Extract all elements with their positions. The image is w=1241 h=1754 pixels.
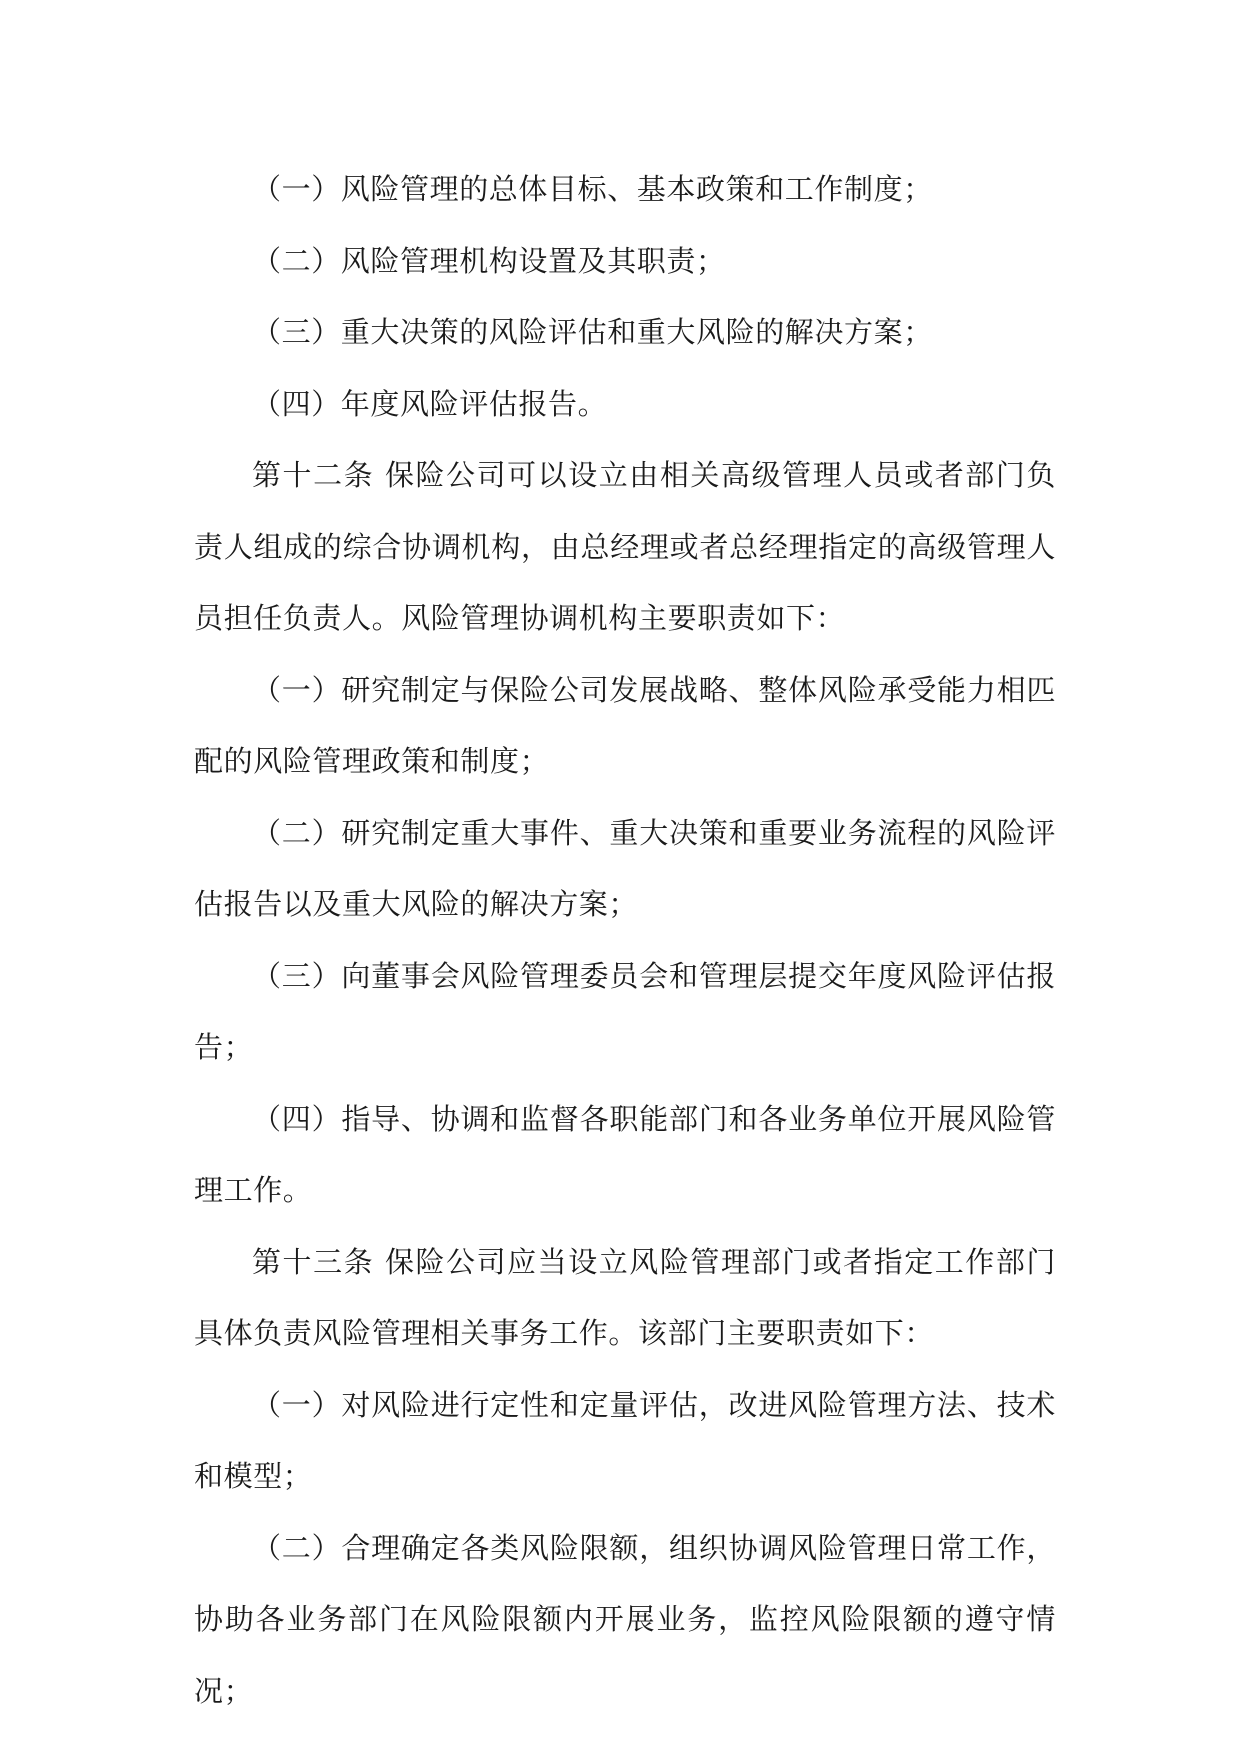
- paragraph-9: （四）指导、协调和监督各职能部门和各业务单位开展风险管理工作。: [194, 1101, 1056, 1207]
- paragraph-11: （一）对风险进行定性和定量评估，改进风险管理方法、技术和模型；: [194, 1387, 1056, 1493]
- paragraph-2: （二）风险管理机构设置及其职责；: [252, 243, 726, 278]
- article-12-paragraph: 第十二条 保险公司可以设立由相关高级管理人员或者部门负责人组成的综合协调机构，由总经理或者总经理指定的高级管理人员担任负责人。风险管理协调机构主要职责如下：: [194, 458, 1056, 635]
- paragraph-6: （一）研究制定与保险公司发展战略、整体风险承受能力相匹配的风险管理政策和制度；: [194, 672, 1056, 778]
- article-13-paragraph: 第十三条 保险公司应当设立风险管理部门或者指定工作部门具体负责风险管理相关事务工作。该部门主要职责如下：: [194, 1244, 1056, 1350]
- paragraph-7: （二）研究制定重大事件、重大决策和重要业务流程的风险评估报告以及重大风险的解决方案；: [194, 815, 1056, 921]
- paragraph-3: （三）重大决策的风险评估和重大风险的解决方案；: [252, 315, 933, 349]
- document-body: [194, 154, 1056, 1727]
- paragraph-1: （一）风险管理的总体目标、基本政策和工作制度；: [252, 172, 933, 206]
- paragraph-8: （三）向董事会风险管理委员会和管理层提交年度风险评估报告；: [194, 958, 1056, 1064]
- paragraph-4: （四）年度风险评估报告。: [252, 386, 608, 421]
- paragraph-12: （二）合理确定各类风险限额，组织协调风险管理日常工作，协助各业务部门在风险限额内开展业务，监控风险限额的遵守情况；: [194, 1530, 1056, 1708]
